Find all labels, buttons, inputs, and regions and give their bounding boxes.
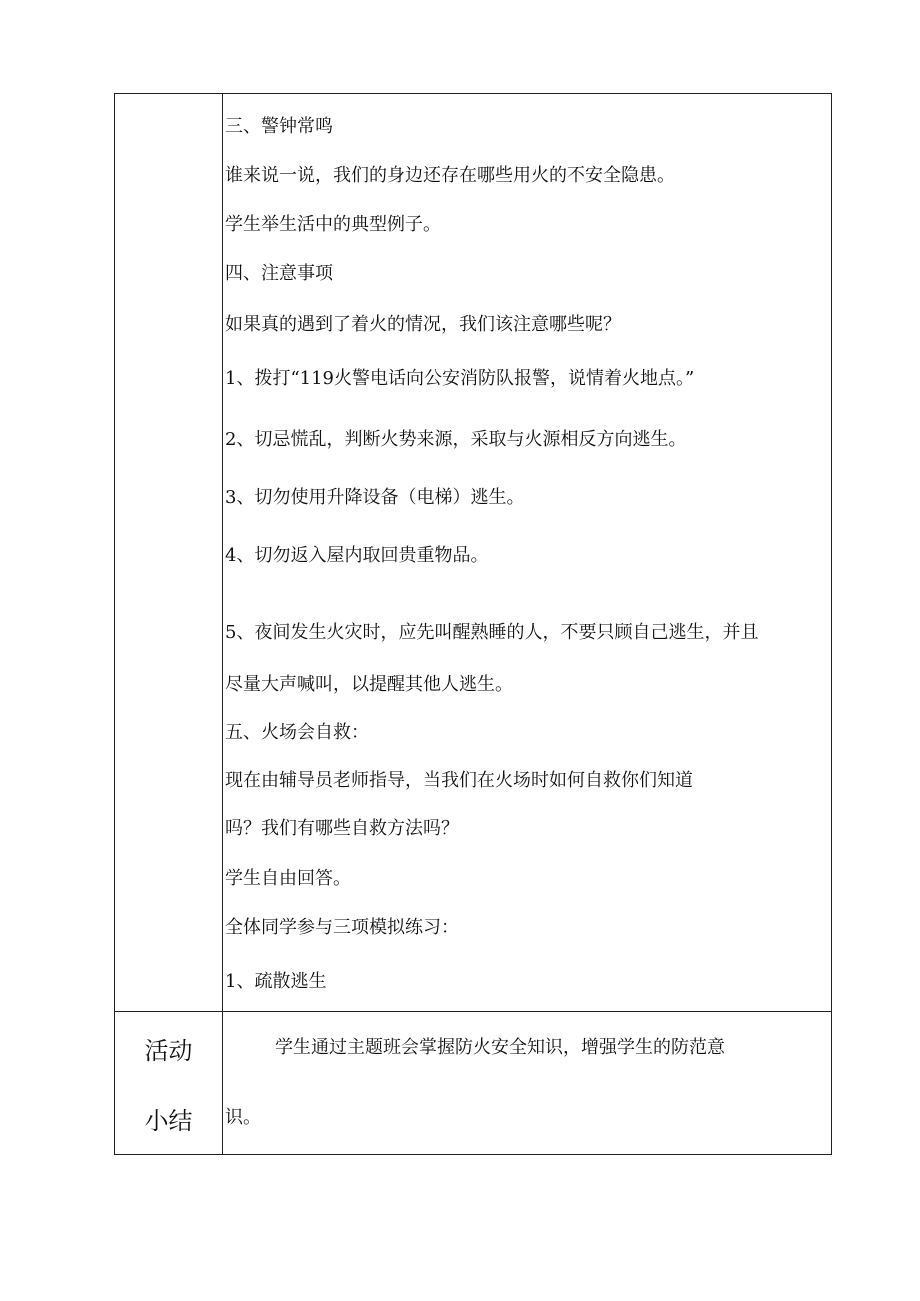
row-divider bbox=[115, 1011, 831, 1012]
summary-label-line2: 小结 bbox=[144, 1107, 193, 1135]
text-line: 尽量大声喊叫，以提醒其他人逃生。 bbox=[225, 674, 513, 695]
summary-text-line1: 学生通过主题班会掌握防火安全知识，增强学生的防范意 bbox=[275, 1037, 725, 1058]
text-line: 学生自由回答。 bbox=[225, 868, 351, 889]
list-item: 5、夜间发生火灾时，应先叫醒熟睡的人，不要只顾自己逃生，并且 bbox=[225, 622, 759, 643]
text-line: 谁来说一说，我们的身边还存在哪些用火的不安全隐患。 bbox=[225, 165, 675, 186]
list-item: 3、切勿使用升降设备（电梯）逃生。 bbox=[225, 487, 525, 508]
section-heading-5: 五、火场会自救： bbox=[225, 722, 369, 743]
column-divider bbox=[222, 94, 223, 1154]
section-heading-3: 三、警钟常鸣 bbox=[225, 116, 333, 137]
text-line: 学生举生活中的典型例子。 bbox=[225, 214, 441, 235]
text-line: 吗？我们有哪些自救方法吗？ bbox=[225, 818, 459, 839]
text-line: 现在由辅导员老师指导，当我们在火场时如何自救你们知道 bbox=[225, 770, 693, 791]
list-item: 1、拨打“119火警电话向公安消防队报警，说情着火地点。” bbox=[225, 368, 695, 389]
list-item: 1、疏散逃生 bbox=[225, 971, 327, 992]
text-line: 如果真的遇到了着火的情况，我们该注意哪些呢？ bbox=[225, 314, 621, 335]
summary-label-line1: 活动 bbox=[144, 1037, 193, 1065]
section-heading-4: 四、注意事项 bbox=[225, 263, 333, 284]
list-item: 2、切忌慌乱，判断火势来源，采取与火源相反方向逃生。 bbox=[225, 429, 687, 450]
text-line: 全体同学参与三项模拟练习： bbox=[225, 917, 459, 938]
summary-text-line2: 识。 bbox=[225, 1107, 261, 1128]
list-item: 4、切勿返入屋内取回贵重物品。 bbox=[225, 545, 489, 566]
document-table bbox=[114, 93, 832, 1155]
